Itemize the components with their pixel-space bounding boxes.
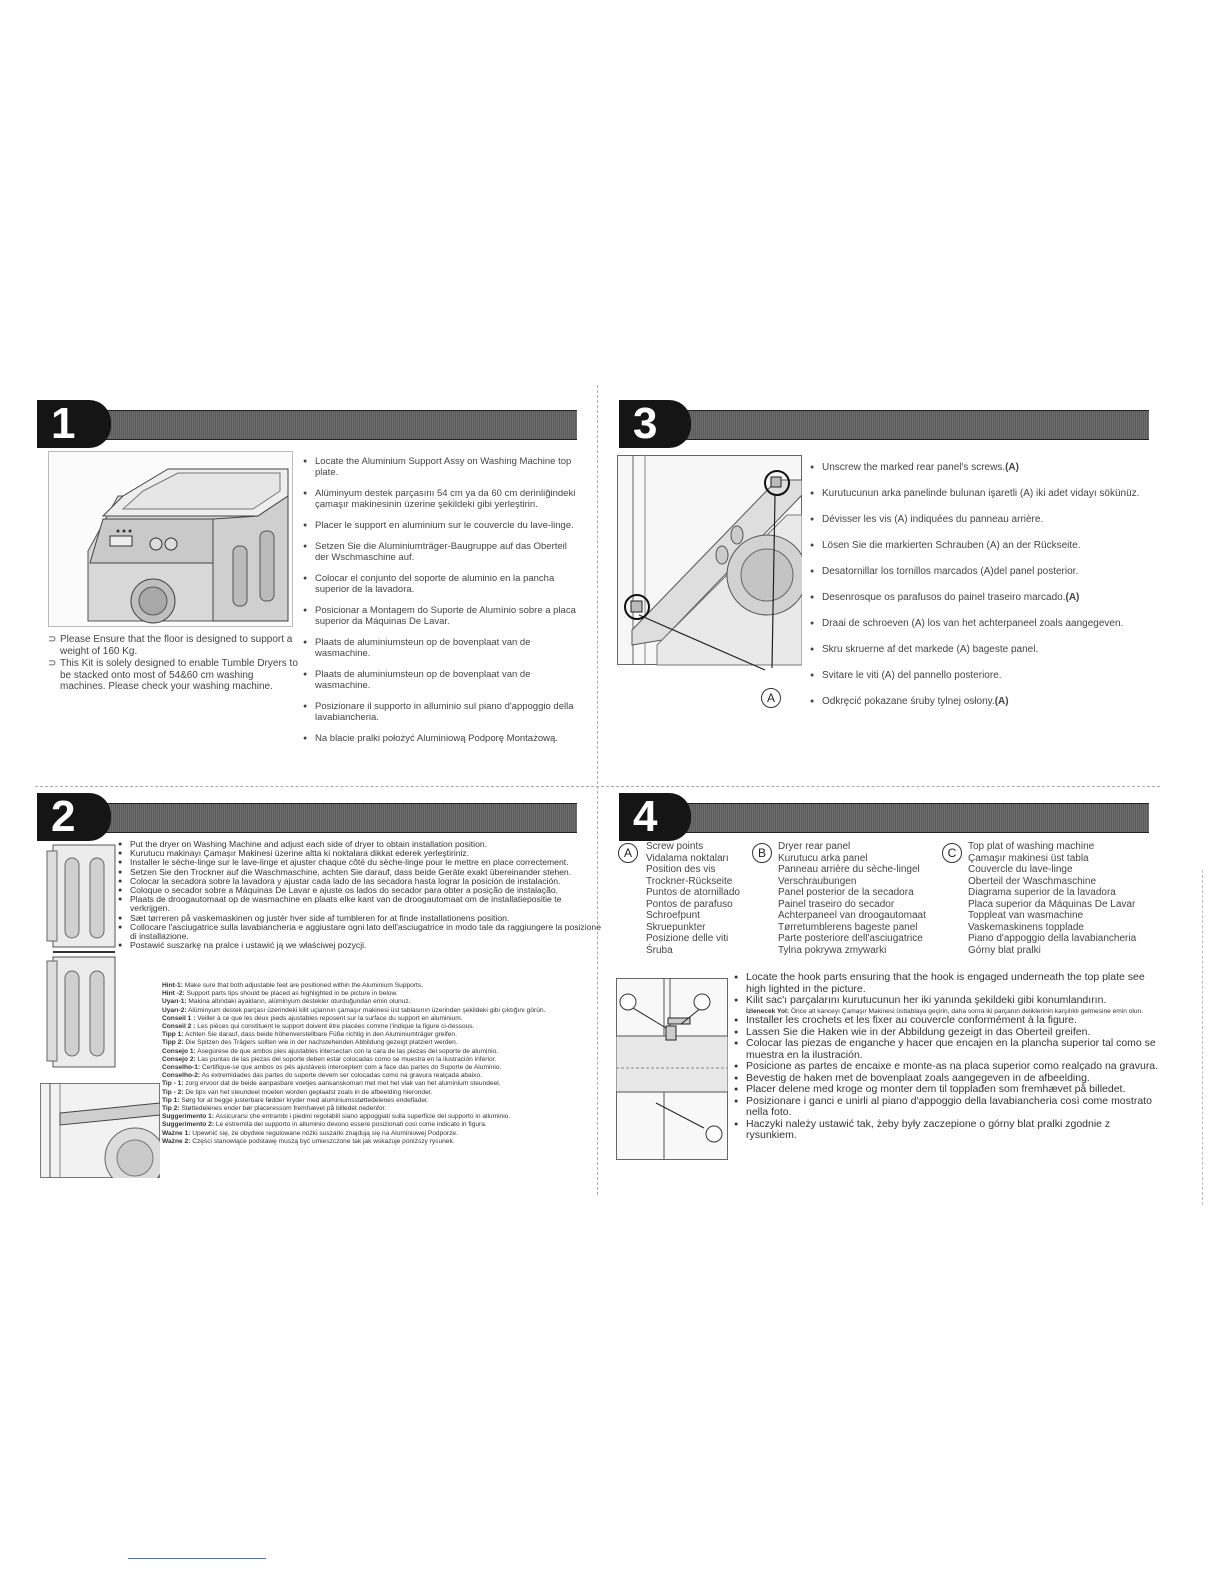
list-item: ● Posizionare i ganci e unirli al piano d'appoggio della lavabiancheria così come mostrato nella foto. [734, 1096, 1159, 1119]
hint-line: Tipp 2: Die Spitzen des Trägers sollten wie in der nachstehenden Abbildung gezeigt platziert werden. [162, 1039, 458, 1047]
hint-line: Suggerimento 1: Assicurarsi che entrambi i piedini regolabili siano appoggiati sulla superficie del supporto in alluminio. [162, 1113, 511, 1121]
section-4-header-bar [619, 803, 1149, 833]
list-item: ● Postawić suszarkę na pralce i ustawić ją we właściwej pozycji. [118, 941, 603, 950]
hint-line: Tip - 2: De tips van het steundeel moeten worden geplaatst zoals in de afbeelding hieronder. [162, 1088, 433, 1096]
legend-b-marker: B [752, 843, 772, 863]
list-item: ● Dévisser les vis (A) indiquées du panneau arrière. [810, 514, 1155, 526]
hint-line: Suggerimento 2: Le estremità del supporto in alluminio devono essere posizionati così come indicato in figura. [162, 1121, 487, 1129]
note-floor-weight: ⊃ Please Ensure that the floor is designed to support a weight of 160 Kg. [48, 634, 293, 657]
footer-rule [128, 1558, 266, 1559]
arrow-icon: ⊃ [48, 634, 57, 645]
list-item: ● Skru skruerne af det markede (A) bageste panel. [810, 644, 1155, 656]
list-item: ● Alüminyum destek parçasını 54 cm ya da 60 cm derinliğindeki çamaşır makinesinin üzerine şekildeki gibi yerleştirin. [303, 488, 581, 510]
list-item: ● Sæt tørreren på vaskemaskinen og justér hver side af tumbleren for at finde installationens position. [118, 914, 603, 923]
edge-mark [1202, 870, 1203, 1205]
legend-a-list: Screw points Vidalama noktaları Position des vis Trockner-Rückseite Puntos de atornillado Pontos de parafuso Schroefpunt Skruepunkter Posizione delle viti Śruba [646, 841, 740, 956]
list-item: ● Colocar el conjunto del soporte de aluminio en la pancha superior de la lavadora. [303, 573, 581, 595]
list-item: ● Locate the hook parts ensuring that the hook is engaged underneath the top plate see high lighted in the picture. [734, 972, 1159, 995]
list-item: ● Posicione as partes de encaixe e monte-as na placa superior como realçado na gravura. [734, 1061, 1159, 1073]
list-item: ● Unscrew the marked rear panel's screws.(A) [810, 462, 1155, 474]
section-2-illustration-detail [40, 1083, 160, 1178]
list-item: ● Put the dryer on Washing Machine and adjust each side of dryer to obtain installation position. [118, 840, 603, 849]
section-2-header-bar [37, 803, 577, 833]
hint-line: Conseil 1 : Veiller à ce que les deux pieds ajustables reposent sur la surface du support en aluminium. [162, 1014, 463, 1022]
list-item: ● Colocar la secadora sobre la lavadora y ajustar cada lado de las secadora hasta lograr la posición de instalación. [118, 877, 603, 886]
section-1-header-bar [37, 410, 577, 440]
hint-line: Hint -2: Support parts tips should be placed as highlighted in be picture in below. [162, 990, 398, 998]
hint-line: Conselho-2: As extremidades das partes do suporte devem ser colocadas como na gravura realçada abaixo. [162, 1072, 482, 1080]
hint-line: Ważne 2: Części stanowiące podstawę muszą być umieszczone tak jak wskazuje poniższy rysunek. [162, 1137, 455, 1145]
list-item: ● Collocare l'asciugatrice sulla lavabiancheria e aggiustare ogni lato dell'asciugatrice in modo tale da raggiungere la posizione di installazione. [118, 923, 603, 941]
list-item: ● Lösen Sie die markierten Schrauben (A) an der Rückseite. [810, 540, 1155, 552]
section-3-instructions [810, 462, 1155, 722]
callout-a: A [761, 688, 781, 708]
hint-line: Uyarı-1: Makina altındaki ayakların, alüminyum destekler oturduğundan emin olunuz. [162, 998, 411, 1006]
list-item: ● Plaats de aluminiumsteun op de bovenplaat van de wasmachine. [303, 637, 581, 659]
list-item: ● Kurutucunun arka panelinde bulunan işaretli (A) iki adet vidayı sökünüz. [810, 488, 1155, 500]
list-item: ● Draai de schroeven (A) los van het achterpaneel zoals aangegeven. [810, 618, 1155, 630]
section-3-illustration [617, 455, 802, 685]
legend-c-marker: C [942, 843, 962, 863]
list-item: ● Desenrosque os parafusos do painel traseiro marcado.(A) [810, 592, 1155, 604]
list-item: ● Posizionare il supporto in alluminio sul piano d'appoggio della lavabiancheria. [303, 701, 581, 723]
section-2-hints [162, 982, 602, 1146]
list-item: ● Bevestig de haken met de bovenplaat zoals aangegeven in de afbeelding. [734, 1073, 1159, 1085]
hint-line: Tipp 1: Achten Sie darauf, dass beide höhenverstellbare Füße richtig in den Aluminiumträger greifen. [162, 1031, 457, 1039]
list-item: ● Svitare le viti (A) del pannello posteriore. [810, 670, 1155, 682]
list-item: ● Setzen Sie den Trockner auf die Waschmaschine, achten Sie darauf, dass beide Geräte exakt übereinander stehen. [118, 868, 603, 877]
list-item: ● Kilit sac'ı parçalarını kurutucunun her iki yanında şekildeki gibi konumlandırın. İzlenecek Yol: Önce alt kanceyı Çamaşır Makinesi üsttablaya geçirin, daha sonra iki parçanın deliklerinin karşılıklı gelmesine emin olun. [734, 995, 1159, 1015]
horizontal-divider [35, 786, 1160, 787]
section-4-number: 4 [619, 793, 691, 841]
section-2-illustration-stack [45, 843, 117, 1081]
note-kit-compatibility: ⊃ This Kit is solely designed to enable Tumble Dryers to be stacked onto most of 54&60 cm washing machines. Please check your washing machine. [48, 658, 298, 692]
legend-c-list: Top plat of washing machine Çamaşır makinesi üst tabla Couvercle du lave-linge Oberteil der Waschmaschine Diagrama superior de la lavadora Placa superior da Máquinas De Lavar Toppleat van wasmachine Vaskemaskinens topplade Piano d'appoggio della lavabiancheria Górny blat pralki [968, 841, 1137, 956]
section-1-instructions [303, 456, 581, 754]
list-item: ● Installer le sèche-linge sur le lave-linge et ajuster chaque côté du sèche-linge pour le mettre en place correctement. [118, 858, 603, 867]
hint-line: Conselho-1: Certifique-se que ambos os pés ajustáveis interceptem com a face das partes do Suporte de Alumínio. [162, 1064, 502, 1072]
hint-line: Ważne 1: Upewnić się, że obydwie regulowane nóżki suszarki znajdują się na Aluminiowej Podporze. [162, 1129, 458, 1137]
section-3-number: 3 [619, 400, 691, 448]
turkish-note: İzlenecek Yol: Önce alt kanceyı Çamaşır Makinesi üsttablaya geçirin, daha sonra iki parçanın deliklerinin karşılıklı gelmesine emin olun. [746, 1007, 1144, 1015]
hint-line: Uyarı-2: Alüminyum destek parçası üzerindeki kilit uçlarının çamaşır makinesi üst tablasının üzerinden şekildeki gibi çıktığını görün. [162, 1006, 546, 1014]
section-1-number: 1 [37, 400, 111, 448]
hint-line: Conseil 2 : Les pièces qui constituent le support doivent être placées comme l'indique la figure ci-dessous. [162, 1023, 475, 1031]
list-item: ● Locate the Aluminium Support Assy on Washing Machine top plate. [303, 456, 581, 478]
hint-line: Consejo 2: Las puntas de las piezas del soporte deben estar colocadas como se muestra en la ilustración inferior. [162, 1055, 497, 1063]
list-item: ● Coloque o secador sobre a Máquinas De Lavar e ajuste os lados do secador para obter a posição de instalação. [118, 886, 603, 895]
arrow-icon: ⊃ [48, 658, 57, 669]
hint-line: Tip 1: Sørg for at begge justerbare fødder kryder med aluminiumsstøttedelenes endeflader. [162, 1096, 429, 1104]
list-item: ● Haczyki należy ustawić tak, żeby były zaczepione o górny blat pralki zgodnie z rysunkiem. [734, 1119, 1159, 1142]
hint-line: Tip 2: Støttedelenes ender bør placeressom fremhævet på billedet nedenfor. [162, 1105, 387, 1113]
list-item: ● Odkręcić pokazane śruby tylnej osłony.(A) [810, 696, 1155, 708]
list-item: ● Posicionar a Montagem do Suporte de Alumínio sobre a placa superior da Máquinas De Lavar. [303, 605, 581, 627]
section-2-instructions [118, 840, 603, 950]
list-item: ● Plaats de droogautomaat op de wasmachine en plaats elke kant van de droogautomaat om de installatiepositie te verkrijgen. [118, 895, 603, 913]
list-item: ● Na blacie pralki położyć Aluminiową Podporę Montażową. [303, 733, 581, 744]
legend-b-list: Dryer rear panel Kurutucu arka panel Panneau arrière du sèche-lingel Verschraubungen Panel posterior de la secadora Painel traseiro do secador Achterpaneel van droogautomaat Tørretumblerens bageste panel Parte posteriore dell'asciugatrice Tylna pokrywa zmywarki [778, 841, 926, 956]
list-item: ● Kurutucu makinayı Çamaşır Makinesi üzerine altta ki noktalara dikkat ederek yerleştiriniz. [118, 849, 603, 858]
list-item: ● Lassen Sie die Haken wie in der Abbildung gezeigt in das Oberteil greifen. [734, 1027, 1159, 1039]
list-item: ● Plaats de aluminiumsteun op de bovenplaat van de wasmachine. [303, 669, 581, 691]
list-item: ● Colocar las piezas de enganche y hacer que encajen en la plancha superior tal como se muestra en la ilustración. [734, 1038, 1159, 1061]
hint-line: Hint-1: Make sure that both adjustable feet are positioned within the Aluminium Supports. [162, 982, 423, 989]
list-item: ● Installer les crochets et les fixer au couvercle conformément à la figure. [734, 1015, 1159, 1027]
list-item: ● Placer delene med kroge og monter dem til topplađen som fremhævet på billedet. [734, 1084, 1159, 1096]
section-2-number: 2 [37, 793, 111, 841]
section-4-illustration [616, 978, 728, 1160]
hint-line: Tip - 1: zorg ervoor dat de beide aanpasbare voetjes aansanskoman met met het vlak van het aluminium steundeel. [162, 1080, 501, 1088]
section-3-header-bar [619, 410, 1149, 440]
section-1-illustration [48, 451, 293, 627]
list-item: ● Desatornillar los tornillos marcados (A)del panel posterior. [810, 566, 1155, 578]
hint-line: Consejo 1: Asegúrese de que ambos pies ajustables intersectan con la cara de las piezas del soporte de aluminio. [162, 1047, 499, 1055]
section-1-notes [48, 634, 298, 694]
list-item: ● Placer le support en aluminium sur le couvercle du lave-linge. [303, 520, 581, 531]
section-4-legend [618, 841, 1158, 966]
legend-a-marker: A [618, 843, 638, 863]
list-item: ● Setzen Sie die Aluminiumträger-Baugruppe auf das Oberteil der Wschmaschine auf. [303, 541, 581, 563]
section-4-instructions [734, 972, 1159, 1142]
